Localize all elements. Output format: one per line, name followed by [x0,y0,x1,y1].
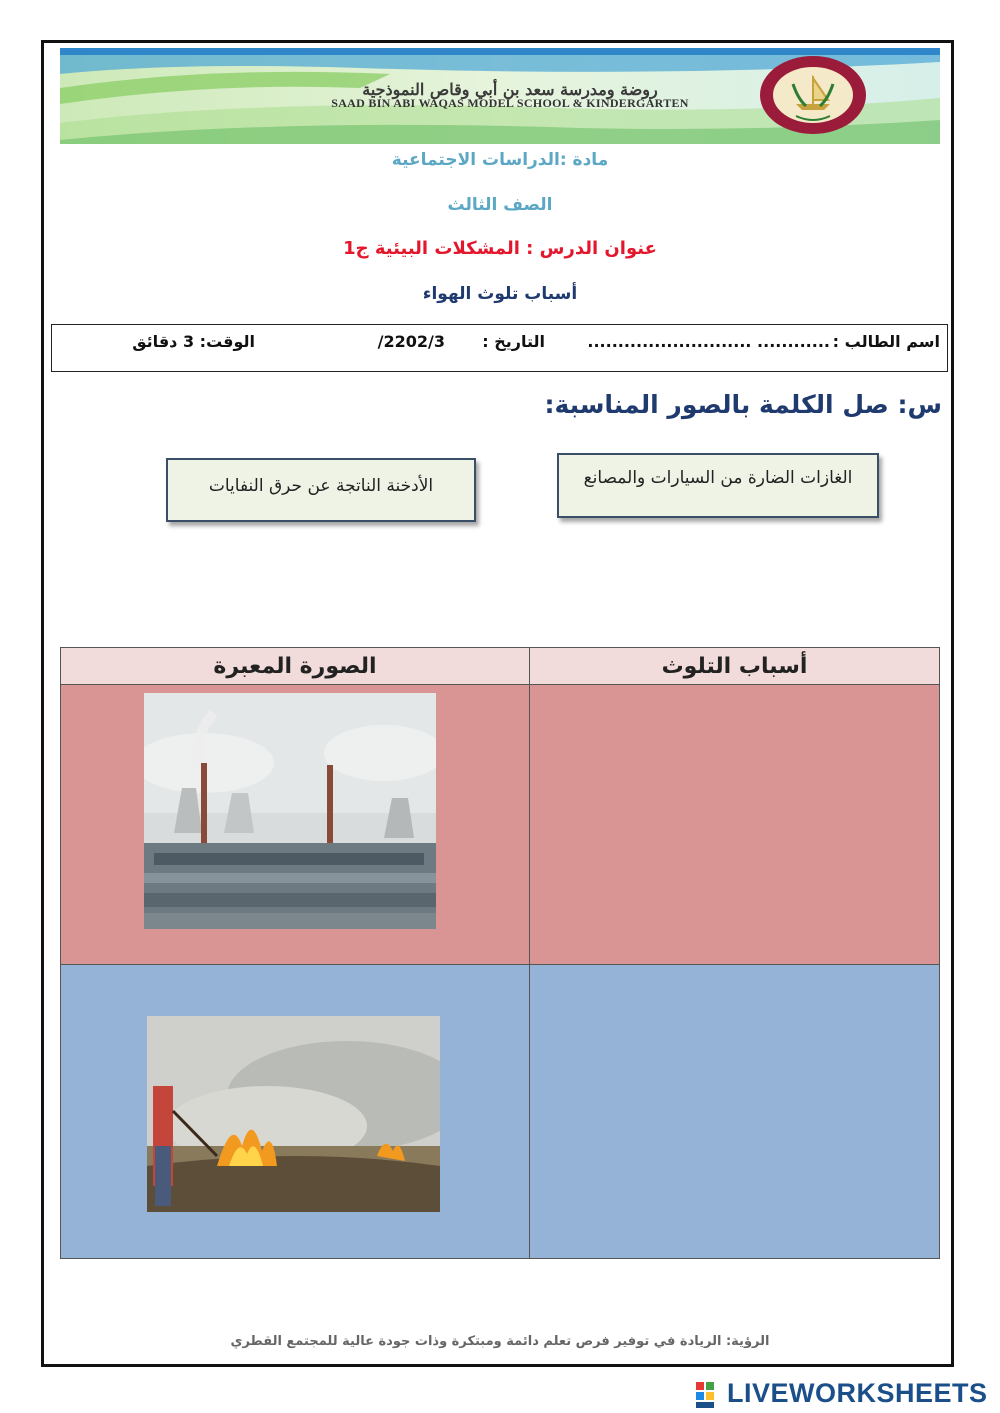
topic-title: أسباب تلوث الهواء [422,284,578,304]
table-row [61,685,939,965]
question-prompt: س: صل الكلمة بالصور المناسبة: [544,390,942,419]
student-name-label: اسم الطالب : [832,332,940,351]
drop-zone-row-1[interactable] [530,685,939,964]
time-label: الوقت: 3 دقائق [132,332,255,351]
school-name-arabic: روضة ومدرسة سعد بن أبي وقاص النموذجية [362,80,658,99]
word-card-smoke[interactable]: الأدخنة الناتجة عن حرق النفايات [166,458,476,522]
table-row [61,965,939,1258]
lesson-title: عنوان الدرس : المشكلات البيئية ج1 [343,238,657,259]
student-name-field[interactable]: ............ ........................... [587,332,830,351]
liveworksheets-brand[interactable]: LIVEWORKSHEETS [727,1378,988,1408]
vision-footer: الرؤية: الريادة في توفير فرص تعلم دائمة ومبتكرة وذات جودة عالية للمجتمع القطري [230,1334,770,1349]
column-header-image: الصورة المعبرة [61,648,529,685]
factory-pollution-photo [144,693,436,929]
waste-burning-photo [147,1016,440,1212]
date-label: التاريخ : [482,332,545,351]
qatar-ministry-logo-icon [758,54,868,136]
lw-logo-icon [696,1380,724,1410]
drop-zone-row-2[interactable] [530,965,939,1258]
matching-table [60,647,940,1259]
column-header-causes: أسباب التلوث [529,648,939,685]
school-name-english: SAAD BIN ABI WAQAS MODEL SCHOOL & KINDERGARTEN [331,96,689,110]
word-card-gases[interactable]: الغازات الضارة من السيارات والمصانع [557,453,879,518]
grade-line: الصف الثالث [447,195,553,215]
subject-line: مادة :الدراسات الاجتماعية [391,150,609,170]
date-value: 2202/3/ [377,332,445,351]
school-banner [60,48,940,144]
